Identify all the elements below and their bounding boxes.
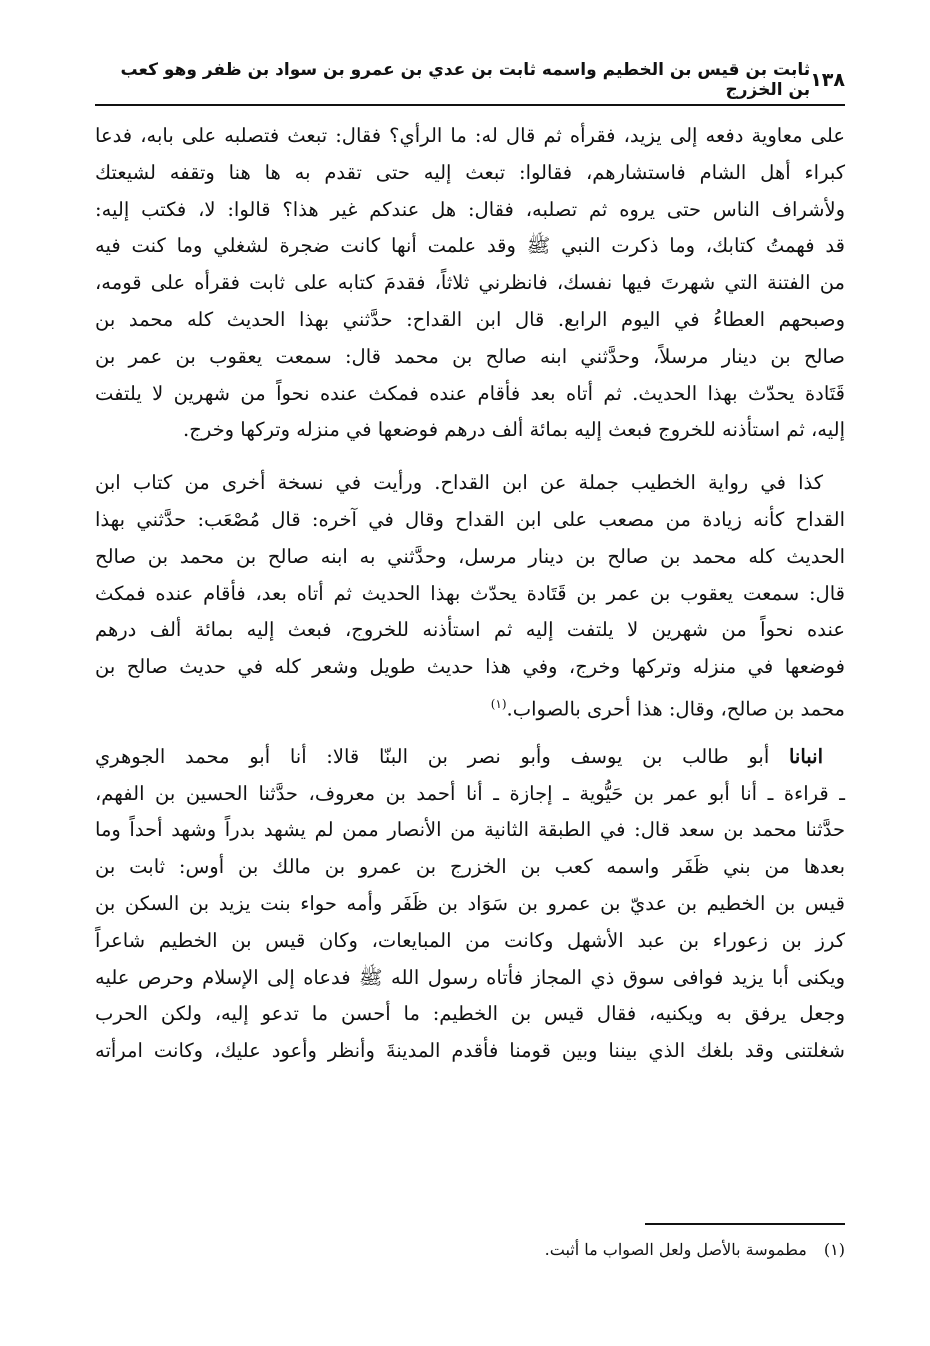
text-line: شغلتنى وقد بلغك الذي بيننا وبين قومنا فأقدم المدينةَ وأنظر وأعود عليك، وكانت امرأته <box>95 1039 845 1063</box>
text-line: على معاوية دفعه إلى يزيد، فقرأه ثم قال له: ما الرأي؟ فقال: تبعث فتصلبه على بابه، فدعا <box>95 124 845 147</box>
text-line-body: أبو طالب بن يوسف وأبو نصر بن البنّا قالا: أنا أبو محمد الجوهري <box>95 744 770 768</box>
text-line: كبراء أهل الشام فاستشارهم، فقالوا: تبعث إليه حتى تقدم به ها هنا وتقفه لشيعتك <box>95 160 845 184</box>
paragraph-1 <box>95 118 845 449</box>
footnote-number: (١) <box>823 1240 845 1259</box>
paragraph-3 <box>95 739 845 1070</box>
text-line: ـ قراءة ـ أنا أبو عمر بن حَيُّوية ـ إجازة ـ أنا أحمد بن معروف، حدَّثنا الحسين بن الفهم، <box>95 781 845 805</box>
running-title: ثابت بن قيس بن الخطيم واسمه ثابت بن عدي بن عمرو بن سواد بن ظفر وهو كعب بن الخزرج <box>120 60 811 100</box>
text-line: القداح كأنه زيادة من مصعب على ابن القداح وقال في آخره: قال مُصْعَب: حدَّثني بهذا <box>95 507 845 531</box>
text-line: عنده نحواً من شهرين لا يلتفت إليه ثم استأذنه للخروج، فبعث إليه بمائة ألف درهم <box>95 618 845 642</box>
text-line: من الفتنة التي شهرتَ فيها نفسك، فانظرني ثلاثاً، فقدمَ كتابه على ثابت فقرأه على قومه، <box>95 271 845 295</box>
text-line: وصبحهم العطاءُ في اليوم الرابع. قال ابن القداح: حدَّثني بهذا الحديث كله محمد بن <box>95 307 845 331</box>
text-line: قيس بن الخطيم بن عديّ بن عمرو بن سَوَاد بن ظَفَر وأمه حواء بنت يزيد بن السكن بن <box>95 891 845 915</box>
page-body <box>95 118 845 1070</box>
text-line: إليه، ثم استأذنه للخروج فبعث إليه بمائة ألف درهم فوضعها في منزله وتركها وخرج. <box>183 418 845 442</box>
paragraph-2 <box>95 465 845 723</box>
text-line: صالح بن دينار مرسلاً، وحدَّثني ابنه صالح بن محمد قال: سمعت يعقوب بن عمر بن <box>95 344 845 368</box>
text-line: كذا في رواية الخطيب جملة عن ابن القداح. ورأيت في نسخة أخرى من كتاب ابن <box>95 471 823 495</box>
page-number: ١٣٨ <box>810 69 845 91</box>
text-line: ويكنى أبا يزيد فوافى سوق ذي المجاز فأتاه رسول الله ﷺ فدعاه إلى الإسلام وحرص عليه <box>95 965 845 989</box>
text-line: ولأشراف الناس حتى يروه ثم تصلبه، فقال: هل عندكم غير هذا؟ قالوا: لا، فكتب إليه: <box>95 197 845 221</box>
footnote <box>95 1232 845 1268</box>
header-divider <box>95 104 845 106</box>
text-line-with-footnote <box>95 686 845 723</box>
text-line: بعدها من بني ظَفَر واسمه كعب بن الخزرج بن عمرو بن مالك بن أوس: ثابت بن <box>95 855 845 879</box>
text-line: كرز بن زعوراء بن عبد الأشهل وكانت من المبايعات، وكان قيس بن الخطيم شاعراً <box>95 928 845 952</box>
footnote-reference[interactable]: (١) <box>490 696 507 711</box>
footnote-text: مطموسة بالأصل ولعل الصواب ما أثبت. <box>544 1240 807 1259</box>
text-line: قد فهمتُ كتابك، وما ذكرت النبي ﷺ وقد علمت أنها كانت ضجرة لشغلي وما كنت فيه <box>95 234 845 258</box>
text-line: حدَّثنا محمد بن سعد قال: في الطبقة الثانية من الأنصار ممن لم يشهد بدراً وشهد أحداً وما <box>95 818 845 842</box>
page-header <box>95 62 845 98</box>
text-line: قَتَادة يحدّث بهذا الحديث. ثم أتاه بعد فأقام عنده فمكث عنده نحواً من شهرين لا يلتفت <box>95 381 845 405</box>
text-line: قال: سمعت يعقوب بن عمر بن قَتَادة يحدّث بهذا الحديث ثم أتاه بعد، فأقام عنده فمكث <box>95 581 845 605</box>
text-line: فوضعها في منزله وتركها وخرج، وفي هذا حديث طويل وشعر كله في حديث صالح بن <box>95 655 845 679</box>
text-line <box>95 739 845 776</box>
lead-word: انبانا <box>788 744 823 768</box>
text-line: الحديث كله محمد بن صالح بن دينار مرسل، وحدَّثني به ابنه صالح بن محمد بن صالح <box>95 544 845 568</box>
text-line: محمد بن صالح، وقال: هذا أحرى بالصواب. <box>506 697 845 721</box>
footnote-divider <box>645 1223 845 1225</box>
text-line: وجعل يرفق به ويكنيه، فقال قيس بن الخطيم: ما أحسن ما تدعو إليه، ولكن الحرب <box>95 1002 845 1026</box>
